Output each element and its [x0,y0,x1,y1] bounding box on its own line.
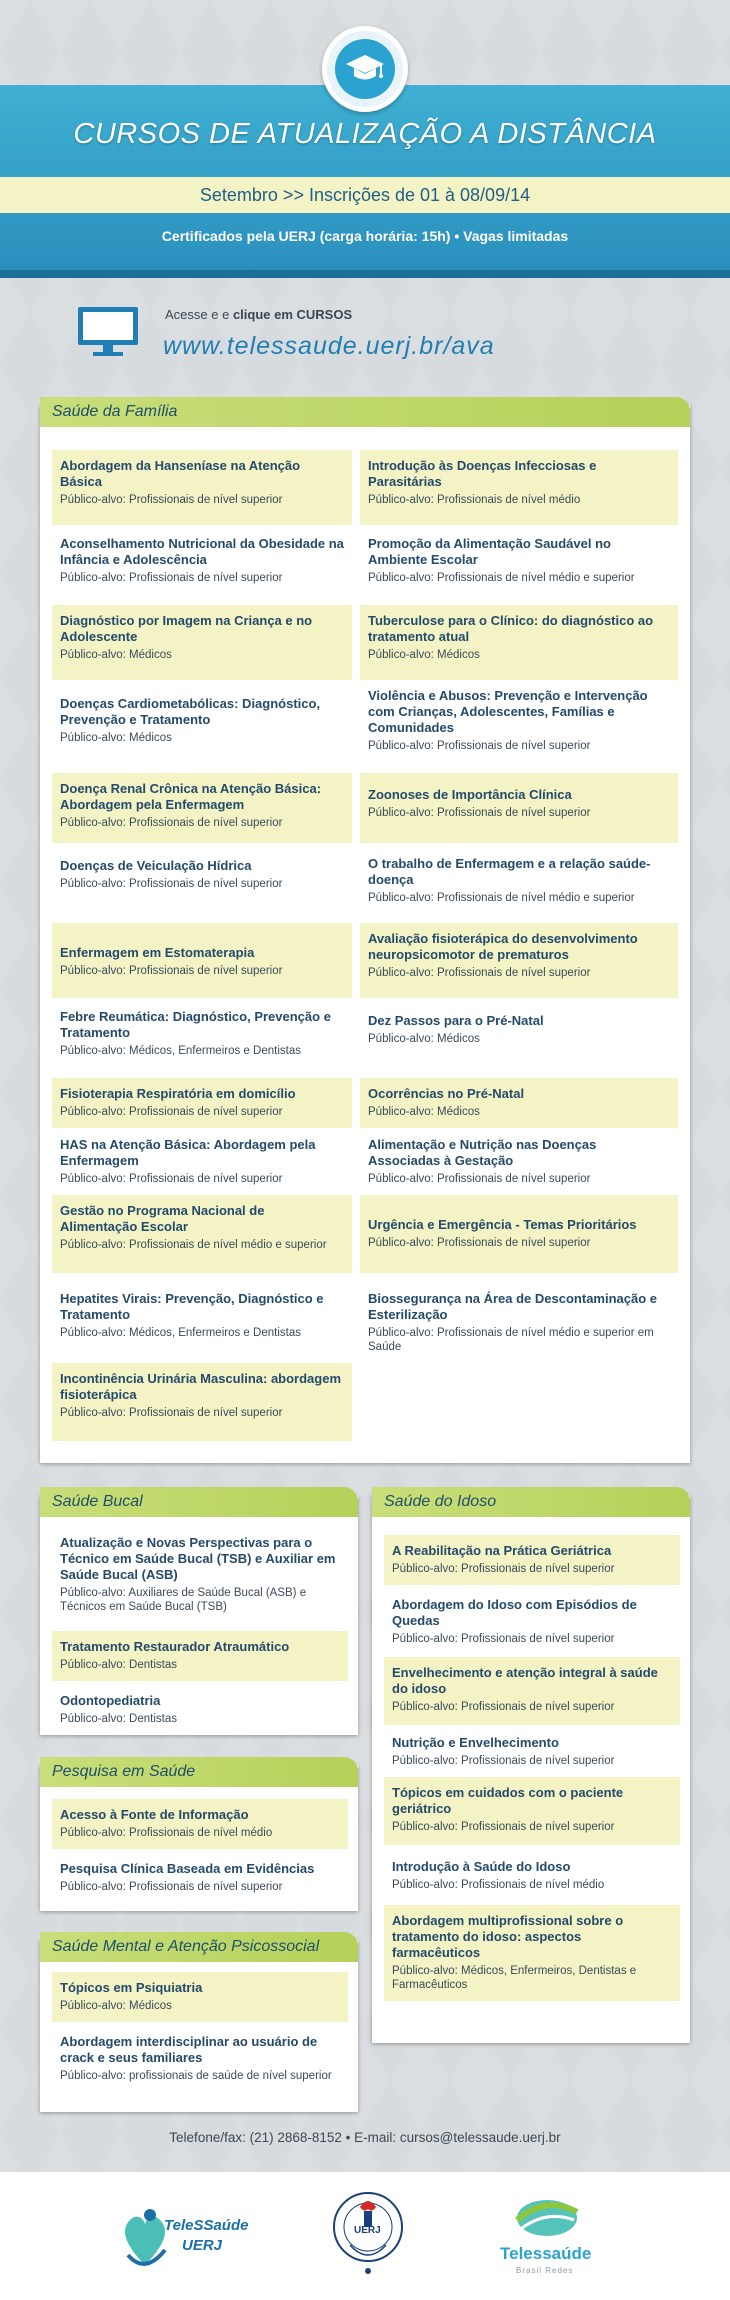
course-title: Acesso à Fonte de Informação [60,1807,249,1822]
course-title: Febre Reumática: Diagnóstico, Prevenção e Tratamento [60,1009,331,1040]
course-title: A Reabilitação na Prática Geriátrica [392,1543,612,1558]
course-item[interactable] [52,1129,352,1195]
course-audience: Público-alvo: Profissionais de nível médio e superior [368,892,635,904]
contact-info: Telefone/fax: (21) 2868-8152 • E-mail: cursos@telessaude.uerj.br [169,2130,561,2145]
course-item[interactable] [384,1851,680,1901]
course-item[interactable] [52,450,352,525]
course-audience: Público-alvo: Médicos [60,2000,172,2012]
course-item[interactable] [52,923,352,998]
course-audience: Público-alvo: Profissionais de nível superior [60,878,283,890]
course-item[interactable] [360,680,678,770]
course-item[interactable] [360,1078,678,1128]
course-title: Abordagem multiprofissional sobre o tratamento do idoso: aspectos farmacêuticos [392,1913,624,1960]
course-audience: Público-alvo: Profissionais de nível superior [392,1563,615,1575]
course-item[interactable] [52,605,352,680]
course-title: Hepatites Virais: Prevenção, Diagnóstico e Tratamento [60,1291,324,1322]
course-title: Doenças de Veiculação Hídrica [60,858,252,873]
course-title: Odontopediatria [60,1693,161,1708]
course-title: Doenças Cardiometabólicas: Diagnóstico, Prevenção e Tratamento [60,696,321,727]
section-saude-mental [40,1940,358,2112]
section-saude-bucal [40,1495,358,1735]
course-audience: Público-alvo: Profissionais de nível superior [368,807,591,819]
course-audience: Público-alvo: Médicos, Enfermeiros e Dentistas [60,1045,301,1057]
course-audience: Público-alvo: Profissionais de nível superior [60,965,283,977]
course-audience: Público-alvo: Profissionais de nível superior [60,817,283,829]
course-item[interactable] [360,528,678,603]
course-title: Aconselhamento Nutricional da Obesidade na Infância e Adolescência [60,536,344,567]
section-saude-idoso [372,1495,690,2043]
course-item[interactable] [360,1195,678,1273]
course-title: Alimentação e Nutrição nas Doenças Associadas à Gestação [368,1137,597,1168]
course-item[interactable] [360,1129,678,1195]
course-item[interactable] [360,848,678,920]
uerj-seal-text: UERJ [354,2225,381,2236]
access-instruction [165,307,352,322]
course-item[interactable] [52,528,352,603]
access-action: clique em CURSOS [232,307,353,322]
course-title: HAS na Atenção Básica: Abordagem pela Enfermagem [60,1137,316,1168]
section-tab-pesquisa-saude: Pesquisa em Saúde [40,1757,358,1787]
course-item[interactable] [52,1685,348,1731]
course-item[interactable] [384,1727,680,1777]
course-item[interactable] [52,773,352,843]
course-title: Ocorrências no Pré-Natal [368,1086,525,1101]
course-item[interactable] [360,450,678,525]
brasil-redes-logo-text: Brasil Redes [516,2266,574,2275]
course-audience: Público-alvo: Profissionais de nível superior [392,1755,615,1767]
course-item[interactable] [360,1005,678,1067]
section-pesquisa-saude [40,1765,358,1911]
course-item[interactable] [384,1777,680,1845]
course-title: Tópicos em Psiquiatria [60,1980,203,1995]
course-audience: Público-alvo: Profissionais de nível superior [60,494,283,506]
course-item[interactable] [384,1535,680,1585]
course-audience: Público-alvo: Dentistas [60,1659,177,1671]
course-title: Gestão no Programa Nacional de Alimentação Escolar [60,1203,265,1234]
course-audience: Público-alvo: Auxiliares de Saúde Bucal (ASB) e Técnicos em Saúde Bucal (TSB) [60,1587,307,1613]
course-item[interactable] [360,1283,678,1363]
course-title: Abordagem do Idoso com Episódios de Quedas [392,1597,637,1628]
course-audience: Público-alvo: Profissionais de nível superior [368,967,591,979]
computer-monitor-icon [76,305,140,363]
course-item[interactable] [52,1363,352,1441]
heart-logo-icon [120,2195,170,2275]
telessaude-logo-text: TeleSSaúde [164,2217,249,2234]
course-title: O trabalho de Enfermagem e a relação saúde-doença [368,856,651,887]
course-item[interactable] [360,773,678,843]
course-title: Nutrição e Envelhecimento [392,1735,559,1750]
course-item[interactable] [384,1589,680,1657]
course-item[interactable] [52,1972,348,2022]
course-title: Tratamento Restaurador Atraumático [60,1639,290,1654]
course-title: Urgência e Emergência - Temas Prioritários [368,1217,637,1232]
course-audience: Público-alvo: Médicos [60,732,172,744]
uerj-seal-logo[interactable] [330,2185,406,2281]
course-item[interactable] [52,1078,352,1128]
course-audience: Público-alvo: Profissionais de nível superior [392,1633,615,1645]
course-audience: Público-alvo: Profissionais de nível superior [392,1821,615,1833]
course-audience: Público-alvo: Profissionais de nível superior [368,1237,591,1249]
section-tab-saude-mental: Saúde Mental e Atenção Psicossocial [40,1932,358,1962]
course-title: Zoonoses de Importância Clínica [368,787,572,802]
uerj-logo-text: UERJ [182,2237,223,2254]
course-title: Dez Passos para o Pré-Natal [368,1013,544,1028]
course-title: Biossegurança na Área de Descontaminação e Esterilização [368,1291,658,1322]
course-title: Envelhecimento e atenção integral à saúde do idoso [392,1665,658,1696]
course-item[interactable] [52,850,352,920]
course-audience: Público-alvo: Profissionais de nível superior [392,1701,615,1713]
course-audience: Público-alvo: Profissionais de nível médio [368,494,581,506]
course-item[interactable] [52,1853,348,1905]
course-audience: Público-alvo: Médicos [368,1106,480,1118]
course-audience: Público-alvo: Profissionais de nível superior [368,740,591,752]
telessaude-brasil-logo-text: Telessaúde [500,2244,592,2263]
course-audience: Público-alvo: profissionais de saúde de nível superior [60,2070,332,2082]
course-audience: Público-alvo: Profissionais de nível superior [60,1106,283,1118]
course-item[interactable] [52,1283,352,1355]
course-title: Tuberculose para o Clínico: do diagnóstico ao tratamento atual [368,613,654,644]
course-audience: Público-alvo: Profissionais de nível médio e superior [368,572,635,584]
globe-swoosh-icon [512,2190,582,2240]
course-item[interactable] [360,605,678,680]
course-item[interactable] [52,2026,348,2106]
course-title: Abordagem da Hanseníase na Atenção Básica [60,458,301,489]
telessaude-brasil-redes-logo[interactable] [490,2190,610,2280]
course-title: Enfermagem em Estomaterapia [60,945,255,960]
course-title: Introdução à Saúde do Idoso [392,1859,571,1874]
access-prefix: Acesse e e [165,307,233,322]
course-title: Incontinência Urinária Masculina: abordagem fisioterápica [60,1371,342,1402]
course-audience: Público-alvo: Médicos, Enfermeiros, Dentistas e Farmacêuticos [392,1965,637,1991]
header-band-shadow [0,270,730,278]
access-url-link[interactable]: www.telessaude.uerj.br/ava [163,332,495,360]
course-title: Doença Renal Crônica na Atenção Básica: Abordagem pela Enfermagem [60,781,322,812]
course-audience: Público-alvo: Profissionais de nível médio e superior [60,1239,327,1251]
course-audience: Público-alvo: Profissionais de nível superior [60,572,283,584]
course-audience: Público-alvo: Profissionais de nível superior [368,1173,591,1185]
course-audience: Público-alvo: Profissionais de nível médio [392,1879,605,1891]
course-title: Introdução às Doenças Infecciosas e Parasitárias [368,458,597,489]
section-saude-familia [40,405,690,1463]
course-item[interactable] [52,688,352,773]
course-audience: Público-alvo: Profissionais de nível superior [60,1173,283,1185]
course-audience: Público-alvo: Profissionais de nível médio [60,1827,273,1839]
course-item[interactable] [360,923,678,998]
course-item[interactable] [52,1631,348,1681]
course-emblem [322,26,408,112]
section-tab-saude-familia: Saúde da Família [40,397,690,427]
course-item[interactable] [384,1657,680,1725]
graduation-cap-icon [335,39,395,99]
section-tab-saude-bucal: Saúde Bucal [40,1487,358,1517]
page-title: CURSOS DE ATUALIZAÇÃO A DISTÂNCIA [73,118,657,150]
course-audience: Público-alvo: Médicos [60,649,172,661]
course-item[interactable] [52,1001,352,1073]
course-audience: Público-alvo: Profissionais de nível superior [60,1881,283,1893]
course-title: Promoção da Alimentação Saudável no Ambiente Escolar [368,536,611,567]
course-title: Violência e Abusos: Prevenção e Intervenção com Crianças, Adolescentes, Famílias e Comunidades [368,688,648,735]
course-title: Diagnóstico por Imagem na Criança e no Adolescente [60,613,313,644]
enrollment-dates: Setembro >> Inscrições de 01 à 08/09/14 [0,177,730,213]
course-audience: Público-alvo: Dentistas [60,1713,177,1725]
course-audience: Público-alvo: Médicos [368,649,480,661]
course-title: Tópicos em cuidados com o paciente geriátrico [392,1785,624,1816]
course-item[interactable] [52,1527,348,1645]
course-title: Fisioterapia Respiratória em domicílio [60,1086,296,1101]
course-title: Atualização e Novas Perspectivas para o Técnico em Saúde Bucal (TSB) e Auxiliar em Saúde Bucal (ASB) [60,1535,336,1582]
course-audience: Público-alvo: Médicos [368,1033,480,1045]
course-audience: Público-alvo: Médicos, Enfermeiros e Dentistas [60,1327,301,1339]
course-audience: Público-alvo: Profissionais de nível superior [60,1407,283,1419]
course-title: Pesquisa Clínica Baseada em Evidências [60,1861,315,1876]
telessaude-uerj-logo[interactable] [120,2195,280,2275]
course-item[interactable] [384,1905,680,2001]
course-title: Abordagem interdisciplinar ao usuário de crack e seus familiares [60,2034,318,2065]
course-item[interactable] [52,1799,348,1849]
course-audience: Público-alvo: Profissionais de nível médio e superior em Saúde [368,1327,654,1353]
section-tab-saude-idoso: Saúde do Idoso [372,1487,690,1517]
course-item[interactable] [52,1195,352,1273]
certificate-info: Certificados pela UERJ (carga horária: 15h) • Vagas limitadas [161,228,569,244]
course-title: Avaliação fisioterápica do desenvolvimento neuropsicomotor de prematuros [368,931,638,962]
